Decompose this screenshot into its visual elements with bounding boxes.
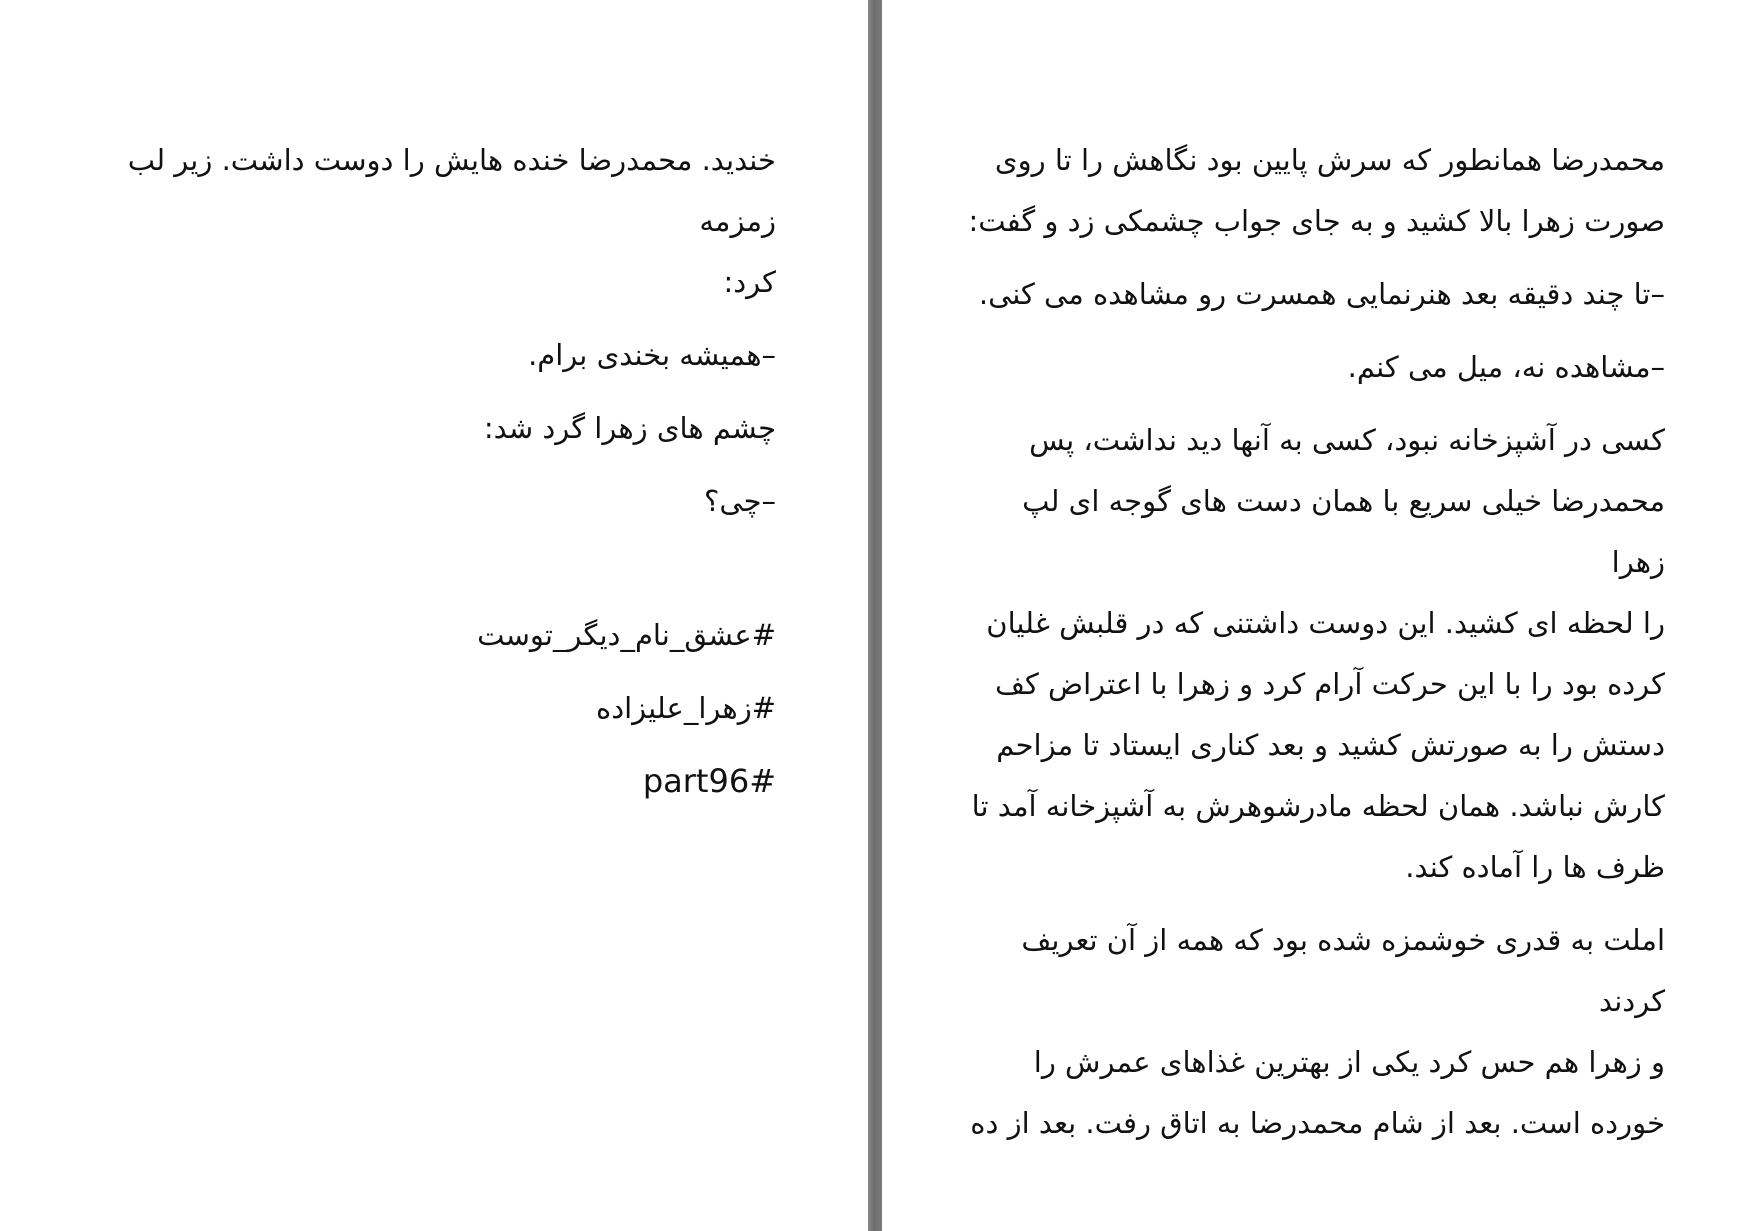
part-number-tag: part96# bbox=[642, 762, 776, 800]
left-paragraph-2: –همیشه بخندی برام. bbox=[528, 338, 776, 372]
blank-line bbox=[56, 544, 776, 605]
right-paragraph-4: کسی در آشپزخانه نبود، کسی به آنها دید نداشت، پس محمدرضا خیلی سریع با همان دست های گوجه ای لپ زهرا را لحظه ای کشید. این دوست داشتنی که در قلبش غلیان کرده بود را با این حرکت آرام کرد و زهرا با اعتراض کف دستش را به صورتش کشید و بعد کناری ایستاد تا مزاحم کارش نباشد. همان لحظه مادرشوهرش به آشپزخانه آمد تا ظرف ها را آماده کند. bbox=[971, 423, 1665, 884]
left-page bbox=[0, 0, 868, 1231]
right-paragraph-5: املت به قدری خوشمزه شده بود که همه از آن تعریف کردند و زهرا هم حس کرد یکی از بهترین غذاهای عمرش را خورده است. بعد از شام محمدرضا به اتاق رفت. بعد از ده bbox=[970, 923, 1665, 1140]
right-page bbox=[882, 0, 1753, 1231]
right-paragraph-1: محمدرضا همانطور که سرش پایین بود نگاهش را تا روی صورت زهرا بالا کشید و به جای جواب چشمکی زد و گفت: bbox=[968, 143, 1665, 238]
hashtag-title: #عشق_نام_دیگر_توست bbox=[477, 618, 776, 652]
right-paragraph-3: –مشاهده نه، میل می کنم. bbox=[1347, 350, 1665, 384]
right-page-text bbox=[965, 130, 1665, 1166]
hashtag-author: #زهرا_علیزاده bbox=[596, 691, 776, 725]
left-page-text bbox=[56, 130, 776, 824]
left-paragraph-1: خندید. محمدرضا خنده هایش را دوست داشت. زیر لب زمزمه کرد: bbox=[127, 143, 776, 299]
right-paragraph-2: –تا چند دقیقه بعد هنرنمایی همسرت رو مشاهده می کنی. bbox=[978, 277, 1665, 311]
book-spine-divider bbox=[868, 0, 882, 1231]
left-paragraph-4: –چی؟ bbox=[704, 484, 776, 518]
left-paragraph-3: چشم های زهرا گرد شد: bbox=[483, 411, 776, 445]
